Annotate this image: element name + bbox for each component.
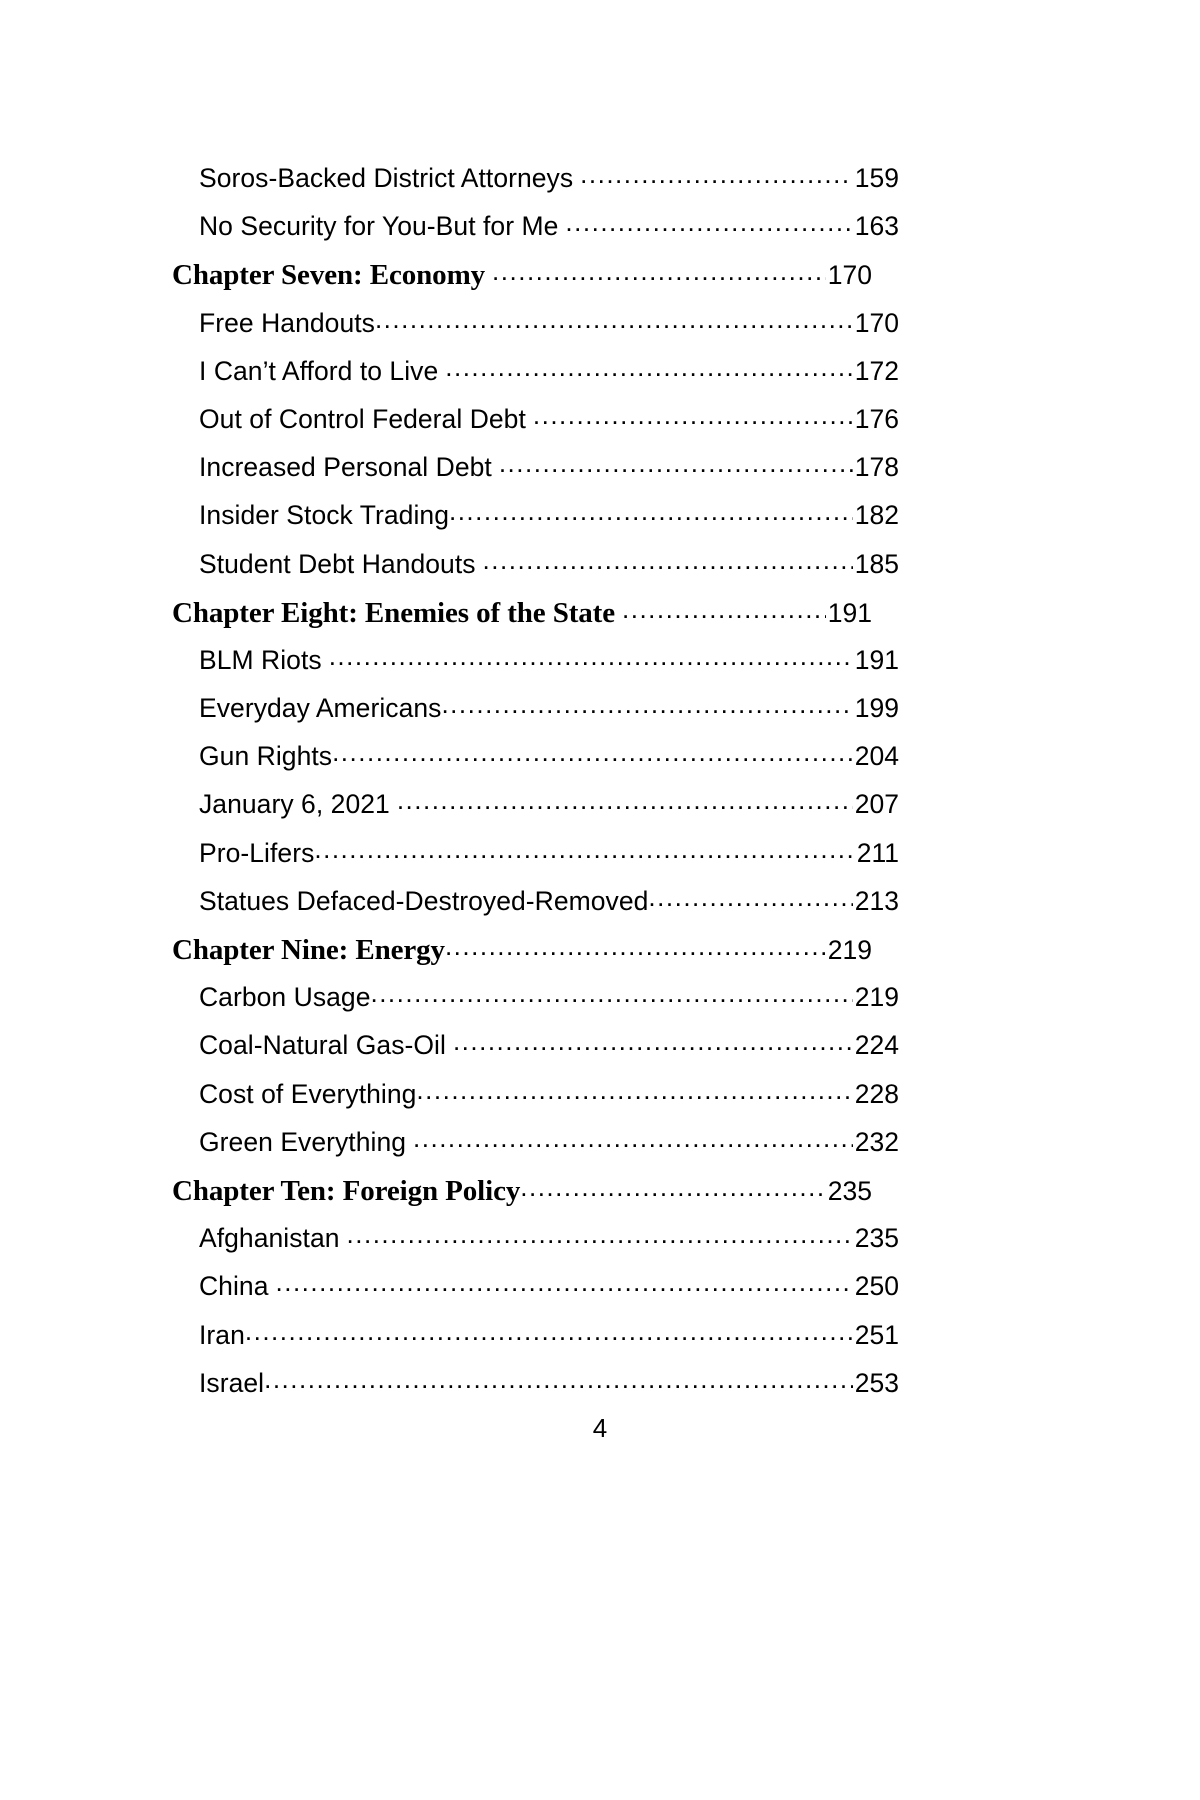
toc-chapter-entry[interactable] [172,934,872,982]
toc-entry-title: Soros-Backed District Attorneys [199,163,574,193]
toc-chapter-entry[interactable] [172,1175,872,1223]
toc-dot-leader [276,1279,854,1295]
toc-entry-page-number: 250 [854,1271,899,1302]
toc-sub-entry[interactable] [172,1079,899,1127]
toc-entry-page-number: 219 [827,935,872,965]
toc-dot-leader [520,1184,826,1200]
toc-entry-title: Afghanistan [199,1223,340,1254]
toc-sub-entry[interactable] [172,211,899,259]
toc-entry-title: I Can’t Afford to Live [199,355,439,386]
toc-entry-page-number: 182 [854,500,899,531]
toc-sub-entry[interactable] [172,838,899,886]
toc-dot-leader [264,1376,853,1392]
toc-sub-entry[interactable] [172,693,899,741]
toc-entry-title: BLM Riots [199,644,322,675]
toc-entry-title: Green Everything [199,1126,407,1157]
toc-entry-page-number: 163 [854,211,899,242]
toc-entry-title: Chapter Ten: Foreign Policy [172,1174,521,1207]
footer-page-number: 4 [592,1413,608,1443]
toc-entry-page-number: 207 [854,789,899,820]
toc-dot-leader [370,990,853,1006]
toc-entry-title: Carbon Usage [199,982,371,1013]
toc-entry-title: Pro-Lifers [199,837,315,868]
toc-entry-title: Increased Personal Debt [199,452,492,483]
toc-sub-entry[interactable] [172,1223,899,1271]
toc-entry-page-number: 185 [854,548,899,579]
toc-sub-entry[interactable] [172,308,899,356]
toc-dot-leader [499,460,853,476]
toc-sub-entry[interactable] [172,1320,899,1368]
toc-entry-title: Cost of Everything [199,1078,417,1109]
toc-entry-title: Insider Stock Trading [199,500,449,531]
toc-sub-entry[interactable] [172,1127,899,1175]
toc-dot-leader [347,1231,853,1247]
toc-dot-leader [453,1038,853,1054]
toc-entry-title: Gun Rights [199,741,333,772]
toc-entry-page-number: 170 [827,260,872,291]
toc-entry-page-number: 253 [854,1367,899,1398]
toc-dot-leader [565,219,853,235]
toc-entry-page-number: 191 [827,597,872,628]
toc-dot-leader [332,749,853,765]
toc-dot-leader [413,1135,853,1151]
toc-chapter-entry[interactable] [172,597,872,645]
toc-entry-page-number: 204 [854,741,899,772]
toc-sub-entry[interactable] [172,1271,899,1319]
toc-chapter-entry[interactable] [172,259,872,307]
toc-entry-page-number: 172 [854,355,899,386]
toc-entry-title: Everyday Americans [199,693,442,724]
toc-sub-entry[interactable] [172,500,899,548]
toc-entry-title: Out of Control Federal Debt [199,403,526,434]
toc-sub-entry[interactable] [172,789,899,837]
toc-dot-leader [441,701,853,717]
toc-dot-leader [492,268,826,284]
toc-entry-page-number: 235 [854,1223,899,1254]
toc-sub-entry[interactable] [172,452,899,500]
toc-entry-title: Coal-Natural Gas-Oil [199,1030,446,1061]
toc-entry-page-number: 213 [854,885,899,916]
toc-dot-leader [245,1328,853,1344]
toc-entry-page-number: 199 [854,693,899,724]
toc-entry-page-number: 251 [854,1319,899,1350]
toc-sub-entry[interactable] [172,549,899,597]
toc-entry-title: China [199,1271,269,1302]
toc-entry-title: Free Handouts [199,307,375,338]
table-of-contents-list [172,163,899,1416]
toc-entry-title: Iran [199,1319,245,1350]
toc-sub-entry[interactable] [172,1368,899,1416]
toc-entry-page-number: 159 [854,163,899,193]
toc-dot-leader [314,846,853,862]
toc-dot-leader [648,894,853,910]
toc-sub-entry[interactable] [172,645,899,693]
toc-sub-entry[interactable] [172,404,899,452]
toc-entry-page-number: 178 [854,452,899,483]
toc-dot-leader [445,364,853,380]
toc-dot-leader [533,412,853,428]
toc-dot-leader [449,508,853,524]
toc-entry-page-number: 176 [854,403,899,434]
toc-entry-title: January 6, 2021 [199,789,390,820]
toc-entry-title: No Security for You-But for Me [199,211,559,242]
toc-sub-entry[interactable] [172,163,899,211]
toc-dot-leader [445,943,826,959]
toc-entry-page-number: 191 [854,644,899,675]
toc-entry-page-number: 224 [854,1030,899,1061]
toc-entry-page-number: 232 [854,1126,899,1157]
toc-entry-title: Student Debt Handouts [199,548,476,579]
toc-entry-page-number: 211 [856,837,899,868]
toc-entry-title: Chapter Seven: Economy [172,259,486,292]
toc-sub-entry[interactable] [172,741,899,789]
toc-entry-page-number: 228 [854,1078,899,1109]
toc-dot-leader [329,653,853,669]
toc-entry-title: Statues Defaced-Destroyed-Removed [199,885,649,916]
toc-entry-page-number: 170 [854,307,899,338]
toc-dot-leader [375,316,853,332]
toc-entry-page-number: 235 [827,1175,872,1206]
toc-entry-title: Chapter Nine: Energy [172,934,445,966]
toc-dot-leader [397,797,853,813]
toc-dot-leader [622,606,826,622]
toc-dot-leader [416,1087,853,1103]
toc-sub-entry[interactable] [172,1030,899,1078]
toc-sub-entry[interactable] [172,886,899,934]
toc-dot-leader [580,171,853,187]
toc-entry-title: Israel [199,1367,265,1398]
toc-sub-entry[interactable] [172,982,899,1030]
toc-entry-title: Chapter Eight: Enemies of the State [172,596,616,629]
toc-dot-leader [483,557,853,573]
toc-sub-entry[interactable] [172,356,899,404]
toc-entry-page-number: 219 [854,982,899,1013]
